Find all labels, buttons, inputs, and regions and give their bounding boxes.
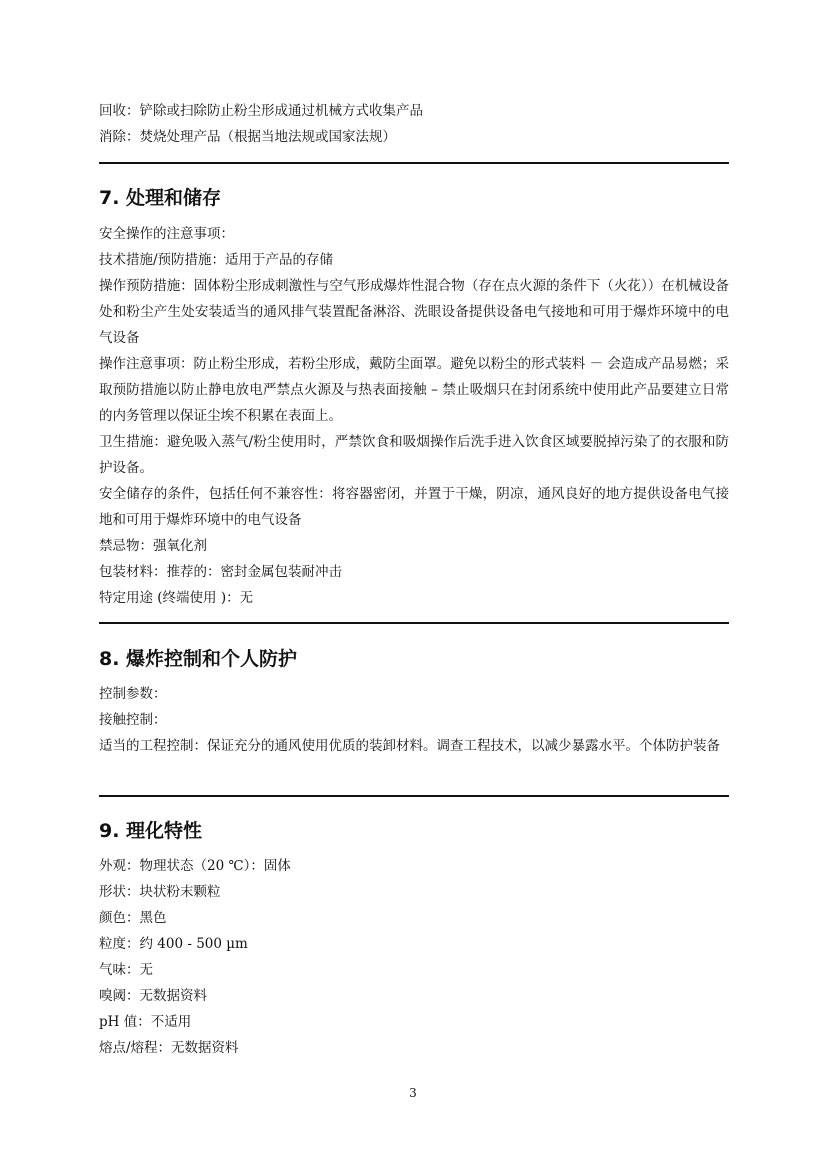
appearance: 外观：物理状态（20 ℃）：固体 — [99, 858, 291, 874]
handling-notes: 操作注意事项：防止粉尘形成，若粉尘形成，戴防尘面罩。避免以粉尘的形式装料 － 会造成产品易燃；采取预防措施以防止静电放电严禁点火源及与热表面接触 – 禁止吸烟只在封闭系统中使用此产品要建立日常的内务管理以保证尘埃不积累在表面上。 — [99, 356, 729, 424]
section-9-title: 9. 理化特性 — [99, 820, 203, 842]
storage-conditions: 安全储存的条件，包括任何不兼容性：将容器密闭，并置于干燥，阴凉，通风良好的地方提供设备电气接地和可用于爆炸环境中的电气设备 — [99, 486, 729, 528]
section-divider — [99, 795, 729, 797]
section-7-body — [99, 221, 729, 611]
page-number: 3 — [409, 1086, 417, 1100]
section-divider — [99, 622, 729, 624]
handling-precautions: 操作预防措施：固体粉尘形成刺激性与空气形成爆炸性混合物（存在点火源的条件下（火花））在机械设备处和粉尘产生处安装适当的通风排气装置配备淋浴、洗眼设备提供设备电气接地和可用于爆炸环境中的电气设备 — [99, 278, 729, 346]
section-8-body — [99, 681, 729, 759]
exposure-controls: 接触控制： — [99, 712, 167, 728]
section-divider — [99, 162, 729, 164]
section-9-body — [99, 853, 729, 1061]
particle-size: 粒度：约 400 - 500 µm — [99, 936, 248, 952]
odor-threshold: 嗅阈：无数据资料 — [99, 988, 207, 1004]
incompatible-materials: 禁忌物：强氧化剂 — [99, 538, 207, 554]
section-8-title: 8. 爆炸控制和个人防护 — [99, 648, 298, 670]
disposal-block — [99, 98, 729, 150]
engineering-controls: 适当的工程控制：保证充分的通风使用优质的装卸材料。调查工程技术，以减少暴露水平。个体防护装备 — [99, 738, 720, 754]
safe-handling-label: 安全操作的注意事项： — [99, 226, 234, 242]
recovery-line: 回收：铲除或扫除防止粉尘形成通过机械方式收集产品 — [99, 103, 423, 119]
technical-measures: 技术措施/预防措施：适用于产品的存储 — [99, 252, 334, 268]
control-parameters: 控制参数： — [99, 686, 167, 702]
color: 颜色：黑色 — [99, 910, 167, 926]
hygiene-measures: 卫生措施：避免吸入蒸气/粉尘使用时，严禁饮食和吸烟操作后洗手进入饮食区域要脱掉污染了的衣服和防护设备。 — [99, 434, 729, 476]
ph-value: pH 值：不适用 — [99, 1014, 192, 1030]
odor: 气味：无 — [99, 962, 153, 978]
section-7-title: 7. 处理和储存 — [99, 187, 222, 209]
melting-point: 熔点/熔程：无数据资料 — [99, 1040, 239, 1056]
elimination-line: 消除：焚烧处理产品（根据当地法规或国家法规） — [99, 129, 396, 145]
packaging-materials: 包装材料：推荐的：密封金属包装耐冲击 — [99, 564, 342, 580]
specific-end-use: 特定用途 (终端使用 )：无 — [99, 590, 254, 606]
shape: 形状：块状粉末颗粒 — [99, 884, 221, 900]
